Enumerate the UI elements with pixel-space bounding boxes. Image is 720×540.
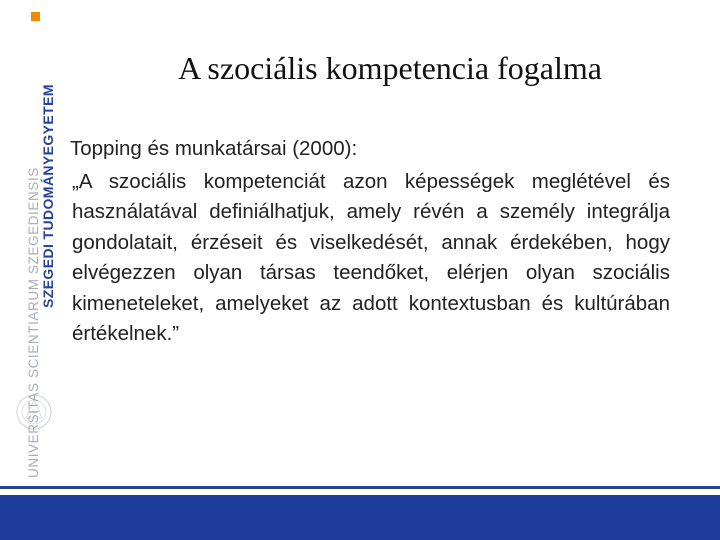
footer-divider: [0, 486, 720, 489]
hungarian-university-name: SZEGEDI TUDOMÁNYEGYETEM: [40, 84, 56, 308]
slide-title: A szociális kompetencia fogalma: [178, 50, 602, 86]
slide-content: [70, 134, 670, 350]
latin-university-name: UNIVERSITAS SCIENTIARUM SZEGEDIENSIS: [26, 167, 41, 478]
university-branding: [12, 8, 56, 478]
definition-quote: „A szociális kompetenciát azon képességek meglétével és használatával definiálhatjuk, amely révén a személy integrálja gondolatait, érzéseit és viselkedését, annak érdekében, hogy elvégezzen olyan társas teendőket, elérjen olyan szociális kimeneteleket, amelyeket az adott kontextusban és kultúrában értékelnek.”: [72, 169, 670, 345]
university-seal-icon: [14, 388, 54, 436]
orange-square-logo: [31, 12, 40, 21]
citation-lead: Topping és munkatársai (2000):: [70, 137, 358, 160]
footer-bar: [0, 495, 720, 540]
